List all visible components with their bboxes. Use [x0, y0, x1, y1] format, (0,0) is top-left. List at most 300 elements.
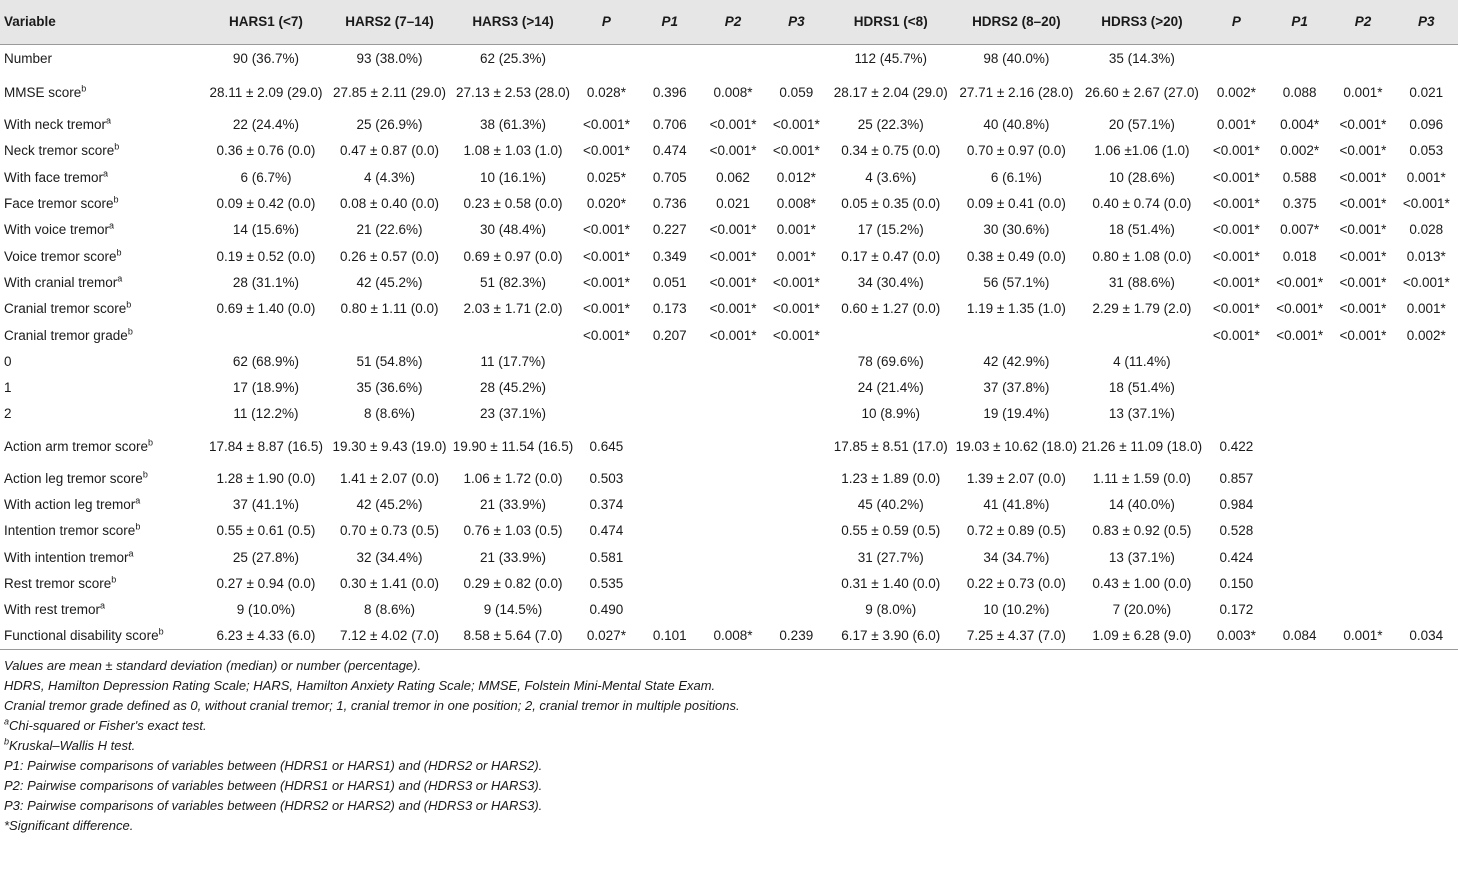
footnote-text: Values are mean ± standard deviation (median) or number (percentage).	[4, 658, 422, 674]
table-cell	[1331, 44, 1394, 74]
table-row	[0, 401, 1458, 427]
table-cell: 1.09 ± 6.28 (9.0)	[1079, 623, 1205, 649]
table-cell: 0.581	[589, 549, 624, 565]
table-cell	[1205, 349, 1268, 375]
footnote-text: Chi-squared or Fisher's exact test.	[9, 718, 207, 734]
col-header-hars3: HARS3 (>14)	[451, 0, 575, 44]
table-cell: 0.001*	[776, 248, 816, 264]
table-cell	[1268, 401, 1331, 427]
table-cell: 0.40 ± 0.74 (0.0)	[1092, 196, 1192, 212]
table-cell	[451, 322, 575, 348]
table-cell: <0.001*	[1212, 274, 1260, 290]
row-label	[0, 492, 204, 518]
table-cell	[1395, 597, 1458, 623]
table-cell: 0.43 ± 1.00 (0.0)	[1092, 575, 1192, 591]
table-cell: 0.004*	[1280, 117, 1320, 133]
table-cell: 0.05 ± 0.35 (0.0)	[841, 196, 941, 212]
table-cell	[638, 466, 701, 492]
table-cell: 78 (69.6%)	[857, 353, 924, 369]
table-cell: 1.06 ±1.06 (1.0)	[1094, 143, 1190, 159]
table-cell	[328, 322, 452, 348]
table-cell	[1395, 401, 1458, 427]
row-label-footnote-marker: a	[109, 220, 115, 231]
footnote-marker: b	[4, 736, 10, 747]
col-header-hars2: HARS2 (7–14)	[328, 0, 452, 44]
row-label-footnote-marker: a	[103, 168, 109, 179]
row-label-footnote-marker: a	[128, 548, 134, 559]
table-cell	[1395, 466, 1458, 492]
row-label-text: 0	[4, 353, 12, 369]
table-cell	[1268, 375, 1331, 401]
table-cell: 0.001*	[1406, 169, 1446, 185]
table-cell: 0.09 ± 0.41 (0.0)	[966, 196, 1066, 212]
table-row	[0, 492, 1458, 518]
table-cell: 34 (34.7%)	[983, 549, 1050, 565]
table-cell	[1331, 466, 1394, 492]
table-cell: 0.018	[1282, 248, 1317, 264]
row-label-footnote-marker: b	[126, 299, 132, 310]
table-cell: 19.03 ± 10.62 (18.0)	[955, 438, 1078, 454]
row-label-footnote-marker: b	[127, 326, 133, 337]
table-cell: 0.008*	[713, 85, 753, 100]
table-cell: <0.001*	[582, 274, 630, 290]
row-label-footnote-marker: b	[148, 437, 154, 448]
table-cell	[765, 349, 828, 375]
table-cell	[1395, 375, 1458, 401]
table-cell: 0.422	[1219, 438, 1254, 454]
table-cell: 0.101	[638, 623, 701, 649]
table-cell	[1331, 375, 1394, 401]
table-cell: 45 (40.2%)	[857, 497, 924, 512]
row-label-text: Functional disability score	[4, 628, 159, 644]
table-cell: <0.001*	[1339, 169, 1387, 185]
table-cell	[1395, 349, 1458, 375]
table-cell: 0.001*	[1343, 85, 1383, 100]
table-cell: <0.001*	[1212, 143, 1260, 159]
table-cell: 0.26 ± 0.57 (0.0)	[339, 248, 439, 264]
table-cell: <0.001*	[772, 327, 820, 343]
table-cell: 0.706	[652, 117, 687, 133]
table-row	[0, 217, 1458, 243]
table-cell: <0.001*	[772, 301, 820, 317]
footnote-line	[4, 696, 1458, 716]
table-cell: 11 (17.7%)	[480, 353, 546, 369]
row-label	[0, 466, 204, 492]
row-label	[0, 191, 204, 217]
col-header-hdrs-p1: P1	[1268, 0, 1331, 44]
table-cell: 40 (40.8%)	[983, 117, 1050, 133]
table-cell	[765, 428, 828, 466]
table-cell	[638, 544, 701, 570]
table-cell: 0.008*	[776, 196, 816, 212]
row-label	[0, 349, 204, 375]
row-label-footnote-marker: a	[117, 273, 123, 284]
table-cell: 42 (45.2%)	[356, 497, 423, 512]
row-label-text: With intention tremor	[4, 549, 129, 565]
table-cell: 0.034	[1395, 623, 1458, 649]
table-cell: 6.23 ± 4.33 (6.0)	[204, 623, 328, 649]
table-cell: 31 (88.6%)	[1108, 274, 1175, 290]
footnote-text: P2: Pairwise comparisons of variables between (HDRS1 or HARS1) and (HDRS3 or HARS3).	[4, 778, 543, 794]
table-cell: <0.001*	[1212, 196, 1260, 212]
table-cell	[701, 544, 764, 570]
table-cell	[765, 571, 828, 597]
row-label	[0, 165, 204, 191]
footnote-line	[4, 716, 1458, 736]
table-cell: 7.25 ± 4.37 (7.0)	[954, 623, 1080, 649]
table-cell: 0.374	[589, 497, 624, 512]
row-label-text: With rest tremor	[4, 602, 101, 618]
table-cell	[204, 322, 328, 348]
table-cell: 4 (11.4%)	[1113, 353, 1171, 369]
table-cell: <0.001*	[1276, 301, 1324, 317]
table-cell: 98 (40.0%)	[983, 51, 1050, 67]
table-cell: <0.001*	[709, 248, 757, 264]
table-cell: 0.474	[589, 523, 624, 539]
table-cell: <0.001*	[709, 301, 757, 317]
row-label	[0, 375, 204, 401]
table-cell: 19 (19.4%)	[983, 406, 1050, 422]
table-cell: 10 (28.6%)	[1108, 169, 1175, 185]
table-cell: 0.002*	[1216, 85, 1256, 100]
table-cell: 31 (27.7%)	[857, 549, 924, 565]
row-label-text: Number	[4, 51, 53, 67]
table-body	[0, 44, 1458, 650]
table-row	[0, 191, 1458, 217]
table-cell: 0.22 ± 0.73 (0.0)	[966, 575, 1066, 591]
table-cell: 0.173	[652, 301, 687, 317]
table-cell: 2.29 ± 1.79 (2.0)	[1092, 301, 1192, 317]
row-label-footnote-marker: b	[142, 469, 148, 480]
table-cell	[638, 492, 701, 518]
table-cell: 14 (15.6%)	[232, 222, 299, 238]
table-cell: 0.021	[716, 196, 750, 212]
header-row	[0, 0, 1458, 44]
table-cell: 0.69 ± 0.97 (0.0)	[463, 248, 563, 264]
row-label	[0, 597, 204, 623]
col-header-hdrs-p3: P3	[1395, 0, 1458, 44]
table-cell: 10 (10.2%)	[983, 602, 1050, 618]
table-cell: <0.001*	[582, 327, 630, 343]
row-label-text: Action leg tremor score	[4, 470, 143, 486]
table-cell	[1331, 428, 1394, 466]
table-row	[0, 243, 1458, 269]
table-cell: 0.38 ± 0.49 (0.0)	[966, 248, 1066, 264]
table-cell	[765, 466, 828, 492]
col-header-variable: Variable	[0, 0, 204, 44]
table-cell: <0.001*	[709, 327, 757, 343]
table-row	[0, 165, 1458, 191]
row-label-footnote-marker: b	[135, 521, 141, 532]
table-cell	[638, 349, 701, 375]
table-cell: <0.001*	[1276, 327, 1324, 343]
table-row	[0, 571, 1458, 597]
table-cell: 0.17 ± 0.47 (0.0)	[841, 248, 941, 264]
row-label	[0, 217, 204, 243]
table-row	[0, 428, 1458, 466]
row-label-text: Action arm tremor score	[4, 438, 149, 454]
table-cell: 0.002*	[1406, 327, 1446, 343]
row-label-text: MMSE score	[4, 85, 82, 100]
table-cell: 7 (20.0%)	[1112, 602, 1172, 618]
table-row	[0, 466, 1458, 492]
table-cell: 18 (51.4%)	[1108, 222, 1175, 238]
table-cell: 1.08 ± 1.03 (1.0)	[463, 143, 563, 159]
table-cell: <0.001*	[1212, 327, 1260, 343]
table-cell: 0.535	[589, 575, 624, 591]
table-cell	[575, 349, 638, 375]
row-label	[0, 571, 204, 597]
row-label-footnote-marker: a	[135, 495, 141, 506]
table-cell: 0.528	[1219, 523, 1254, 539]
table-cell: 0.172	[1219, 602, 1254, 618]
table-cell: 21.26 ± 11.09 (18.0)	[1081, 438, 1203, 454]
table-cell	[1268, 492, 1331, 518]
table-cell: 0.34 ± 0.75 (0.0)	[841, 143, 941, 159]
table-cell: 37 (41.1%)	[232, 497, 299, 512]
col-header-hdrs-p2: P2	[1331, 0, 1394, 44]
table-cell	[701, 597, 764, 623]
row-label-footnote-marker: b	[114, 141, 120, 152]
col-header-hdrs1: HDRS1 (<8)	[828, 0, 954, 44]
table-cell: 0.002*	[1280, 143, 1320, 159]
row-label-footnote-marker: b	[81, 83, 87, 94]
table-cell	[638, 428, 701, 466]
table-cell: 23 (37.1%)	[479, 406, 547, 422]
table-cell: <0.001*	[709, 222, 757, 238]
table-cell	[701, 349, 764, 375]
table-cell: 19.90 ± 11.54 (16.5)	[452, 438, 574, 454]
row-label	[0, 544, 204, 570]
table-cell: 0.645	[589, 438, 624, 454]
table-cell: 35 (14.3%)	[1108, 51, 1175, 67]
table-cell: 41 (41.8%)	[983, 497, 1050, 512]
table-cell: 24 (21.4%)	[857, 380, 924, 396]
table-cell: 0.207	[652, 327, 687, 343]
table-cell: 0.001*	[776, 222, 816, 238]
table-cell: 28 (45.2%)	[479, 380, 547, 396]
table-cell: 8 (8.6%)	[363, 406, 415, 422]
table-cell: <0.001*	[772, 117, 820, 133]
table-cell: 0.31 ± 1.40 (0.0)	[841, 575, 941, 591]
table-cell: 8.58 ± 5.64 (7.0)	[451, 623, 575, 649]
table-cell	[575, 44, 638, 74]
row-label-text: Neck tremor score	[4, 143, 115, 159]
table-cell	[765, 518, 828, 544]
table-cell: 42 (45.2%)	[356, 274, 423, 290]
table-cell: 1.23 ± 1.89 (0.0)	[841, 470, 941, 486]
table-cell: 9 (14.5%)	[483, 602, 543, 618]
table-cell: 0.55 ± 0.61 (0.5)	[216, 523, 316, 539]
table-row	[0, 322, 1458, 348]
table-cell	[765, 44, 828, 74]
table-cell	[1331, 518, 1394, 544]
table-cell: 0.239	[765, 623, 828, 649]
row-label	[0, 243, 204, 269]
table-cell: 17 (18.9%)	[232, 380, 299, 396]
table-cell: 10 (16.1%)	[479, 169, 547, 185]
table-cell	[1205, 375, 1268, 401]
table-cell: 25 (26.9%)	[356, 117, 423, 133]
table-cell	[1331, 401, 1394, 427]
table-cell: 0.062	[716, 169, 750, 185]
table-cell: <0.001*	[1339, 327, 1387, 343]
table-cell: 0.424	[1219, 549, 1254, 565]
table-cell: <0.001*	[582, 117, 630, 133]
table-cell	[575, 375, 638, 401]
table-cell: 2.03 ± 1.71 (2.0)	[463, 301, 563, 317]
table-row	[0, 44, 1458, 74]
table-cell: 0.83 ± 0.92 (0.5)	[1092, 523, 1192, 539]
table-cell: 0.088	[1282, 85, 1317, 100]
row-label	[0, 518, 204, 544]
table-cell	[1268, 597, 1331, 623]
table-cell: <0.001*	[582, 143, 630, 159]
table-cell: 0.30 ± 1.41 (0.0)	[339, 575, 439, 591]
col-header-hars-p: P	[575, 0, 638, 44]
table-cell: 6.17 ± 3.90 (6.0)	[828, 623, 954, 649]
row-label-footnote-marker: a	[100, 600, 106, 611]
table-cell: 28.11 ± 2.09 (29.0)	[209, 85, 323, 100]
table-cell: 0.396	[652, 85, 687, 100]
table-cell	[1395, 571, 1458, 597]
table-cell	[701, 518, 764, 544]
table-cell	[1268, 518, 1331, 544]
table-cell: 6 (6.7%)	[240, 169, 292, 185]
table-cell: <0.001*	[1212, 301, 1260, 317]
table-cell: 0.503	[589, 470, 624, 486]
footnote-text: HDRS, Hamilton Depression Rating Scale; HARS, Hamilton Anxiety Rating Scale; MMSE, Folstein Mini-Mental State Exam.	[4, 678, 716, 694]
table-cell: 37 (37.8%)	[983, 380, 1050, 396]
table-cell: 21 (22.6%)	[356, 222, 423, 238]
table-cell: <0.001*	[1339, 196, 1387, 212]
row-label-text: Cranial tremor grade	[4, 327, 128, 343]
table-cell: 17.84 ± 8.87 (16.5)	[208, 438, 323, 454]
row-label	[0, 322, 204, 348]
table-cell	[1331, 492, 1394, 518]
table-cell: 0.474	[652, 143, 687, 159]
row-label-footnote-marker: a	[106, 115, 112, 126]
table-cell: <0.001*	[1212, 248, 1260, 264]
table-cell: 0.69 ± 1.40 (0.0)	[216, 301, 316, 317]
col-header-hars-p3: P3	[765, 0, 828, 44]
footnote-text: Kruskal–Wallis H test.	[9, 738, 136, 754]
table-cell: 17 (15.2%)	[857, 222, 924, 238]
table-cell	[701, 466, 764, 492]
table-cell: 0.051	[652, 274, 687, 290]
table-cell: 93 (38.0%)	[356, 51, 423, 67]
table-cell: 14 (40.0%)	[1108, 497, 1175, 512]
table-cell: 0.012*	[776, 169, 816, 185]
table-cell: 112 (45.7%)	[854, 51, 928, 67]
row-label	[0, 296, 204, 322]
table-cell: 7.12 ± 4.02 (7.0)	[328, 623, 452, 649]
table-cell: 0.084	[1268, 623, 1331, 649]
table-row	[0, 296, 1458, 322]
table-cell: 32 (34.4%)	[356, 549, 423, 565]
table-cell	[1331, 349, 1394, 375]
table-cell: 0.23 ± 0.58 (0.0)	[463, 196, 563, 212]
table-cell: 0.36 ± 0.76 (0.0)	[216, 143, 316, 159]
table-cell: 1.11 ± 1.59 (0.0)	[1092, 470, 1191, 486]
table-cell: 0.028	[1409, 222, 1444, 238]
row-label	[0, 44, 204, 74]
table-row	[0, 112, 1458, 138]
table-cell	[765, 401, 828, 427]
row-label	[0, 623, 204, 649]
table-cell: 0.857	[1219, 470, 1254, 486]
table-cell: <0.001*	[1339, 222, 1387, 238]
table-cell: <0.001*	[582, 301, 630, 317]
table-cell: <0.001*	[1339, 143, 1387, 159]
table-cell: 1.41 ± 2.07 (0.0)	[339, 470, 439, 486]
table-cell: <0.001*	[1339, 274, 1387, 290]
row-label-text: 2	[4, 406, 12, 422]
footnote-line	[4, 736, 1458, 756]
table-cell: 0.09 ± 0.42 (0.0)	[216, 196, 316, 212]
table-cell: 51 (82.3%)	[479, 274, 547, 290]
table-cell: <0.001*	[1276, 274, 1324, 290]
row-label-footnote-marker: b	[116, 247, 122, 258]
table-cell: 0.80 ± 1.08 (0.0)	[1092, 248, 1192, 264]
table-cell: 8 (8.6%)	[363, 602, 415, 618]
table-cell	[701, 428, 764, 466]
table-cell: 11 (12.2%)	[233, 406, 299, 422]
table-cell: <0.001*	[1339, 117, 1387, 133]
footnote-line	[4, 676, 1458, 696]
table-cell: 0.19 ± 0.52 (0.0)	[216, 248, 316, 264]
table-cell	[1268, 544, 1331, 570]
col-header-hars-p1: P1	[638, 0, 701, 44]
table-cell: 0.096	[1409, 117, 1444, 133]
table-cell: 35 (36.6%)	[356, 380, 423, 396]
table-cell: 0.001*	[1331, 623, 1394, 649]
table-row	[0, 74, 1458, 112]
table-cell: 6 (6.1%)	[990, 169, 1042, 185]
table-cell	[638, 44, 701, 74]
table-cell: <0.001*	[772, 274, 820, 290]
table-cell: 0.60 ± 1.27 (0.0)	[841, 301, 941, 317]
table-cell: 0.80 ± 1.11 (0.0)	[340, 301, 439, 317]
table-cell: 25 (22.3%)	[857, 117, 924, 133]
table-cell: 0.001*	[1216, 117, 1256, 133]
table-cell: 1.19 ± 1.35 (1.0)	[966, 301, 1066, 317]
table-cell: 22 (24.4%)	[232, 117, 299, 133]
table-cell: <0.001*	[1402, 274, 1450, 290]
row-label-text: With action leg tremor	[4, 497, 136, 512]
table-cell: 0.29 ± 0.82 (0.0)	[463, 575, 563, 591]
table-cell	[828, 322, 954, 348]
table-cell: 9 (10.0%)	[236, 602, 296, 618]
table-cell: <0.001*	[1212, 222, 1260, 238]
row-label-text: Intention tremor score	[4, 523, 136, 539]
table-cell: 0.007*	[1280, 222, 1320, 238]
table-cell	[1395, 544, 1458, 570]
table-cell	[1331, 544, 1394, 570]
table-cell	[954, 322, 1080, 348]
table-cell: 30 (30.6%)	[983, 222, 1050, 238]
table-cell	[765, 597, 828, 623]
table-cell: 0.227	[652, 222, 687, 238]
table-cell: <0.001*	[709, 274, 757, 290]
table-cell: 4 (3.6%)	[865, 169, 917, 185]
table-cell: 0.020*	[586, 196, 626, 212]
table-cell: 0.588	[1282, 169, 1317, 185]
table-cell: <0.001*	[772, 143, 820, 159]
table-cell: 26.60 ± 2.67 (27.0)	[1084, 85, 1199, 100]
table-row	[0, 270, 1458, 296]
table-cell: 25 (27.8%)	[232, 549, 299, 565]
